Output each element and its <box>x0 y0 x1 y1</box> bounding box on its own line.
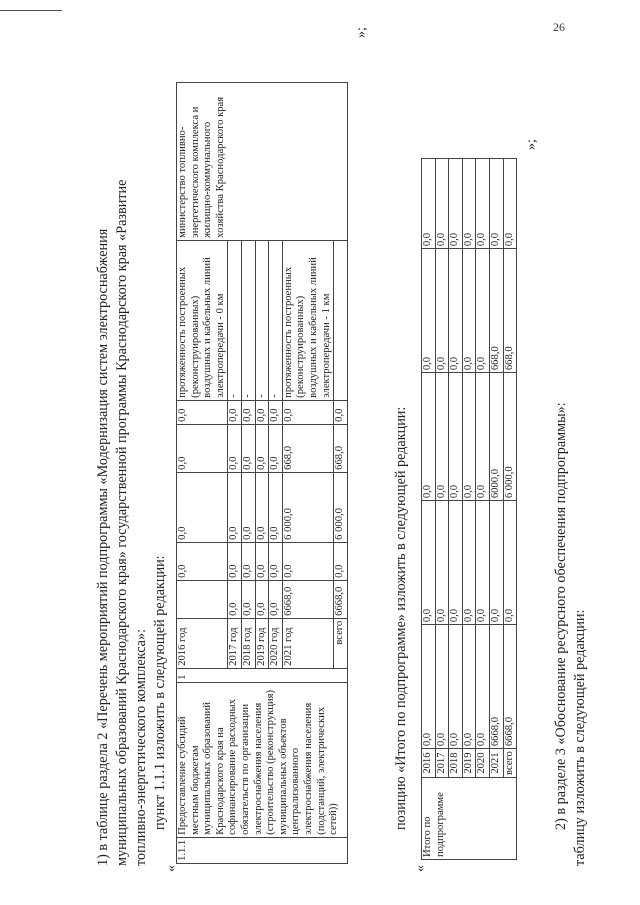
value-cell: 0,0 <box>462 501 476 625</box>
value-cell: 0,0 <box>269 424 283 472</box>
total-table <box>421 158 517 860</box>
total-paragraph-text: позицию «Итого по подпрограмме» изложить в следующей редакции: <box>393 406 409 830</box>
executor-cell: министерство топливно-энергетического комплекса и жилищно-коммунального хозяйства Краснодарского края <box>177 82 348 240</box>
value-cell: 0,0 <box>422 159 436 249</box>
value-cell: 0,0 <box>435 249 449 373</box>
year-cell: 2019 год <box>255 618 269 668</box>
value-cell: 0,0 <box>282 400 333 424</box>
table-row <box>462 159 476 860</box>
value-cell: 0,0 <box>449 501 463 625</box>
value-cell <box>177 580 228 618</box>
value-cell: 0,0 <box>241 400 255 424</box>
table-row <box>489 159 503 860</box>
value-cell: 0,0 <box>255 400 269 424</box>
value-cell: 0,0 <box>177 400 228 424</box>
page-number: 26 <box>553 20 565 34</box>
value-cell: 0,0 <box>269 472 283 542</box>
quote-open-2: « <box>413 865 428 872</box>
year-cell: всего <box>334 618 348 668</box>
value-cell: 0,0 <box>177 472 228 542</box>
value-cell: 0,0 <box>228 580 242 618</box>
intro-paragraph <box>94 26 170 866</box>
value-cell: 0,0 <box>476 159 490 249</box>
result-cell: - <box>241 240 255 400</box>
item-number: 1.1.1 <box>177 837 348 863</box>
value-cell: 0,0 <box>241 472 255 542</box>
value-cell: 0,0 <box>228 542 242 580</box>
value-cell: 668,0 <box>503 249 517 373</box>
value-cell: 0,0 <box>255 542 269 580</box>
value-cell: 0,0 <box>334 400 348 424</box>
table-row <box>449 159 463 860</box>
value-cell: 0,0 <box>449 373 463 501</box>
value-cell: 6000,0 <box>489 373 503 501</box>
intro-line-1: 1) в таблице раздела 2 «Перечень мероприятий подпрограммы «Модернизация систем электроснабжения <box>95 228 111 866</box>
value-cell: 0,0 <box>476 249 490 373</box>
value-cell: 0,0 <box>422 501 436 625</box>
value-cell: 0,0 <box>422 373 436 501</box>
year-cell: 2017 год <box>228 618 242 668</box>
item-name: Предоставление субсидий местным бюджетам муниципальных образований Краснодарского края на софинансирование расходных обязательств по организации электроснабжения населения (строительство (реконструкция) муниципальных объектов централизованного электроснабжения населения (подстанций, электрических сетей)) <box>177 682 348 837</box>
year-cell: всего <box>503 749 517 778</box>
result-cell <box>334 240 348 400</box>
value-cell: 0,0 <box>334 542 348 580</box>
year-cell: 2018 <box>449 749 463 778</box>
value-cell: 0,0 <box>476 501 490 625</box>
value-cell: 0,0 <box>476 373 490 501</box>
section3-line-2: таблицу изложить в следующей редакции: <box>572 609 588 866</box>
value-cell: 0,0 <box>462 625 476 749</box>
value-cell: 0,0 <box>269 580 283 618</box>
value-cell: 0,0 <box>449 159 463 249</box>
value-cell: 0,0 <box>503 501 517 625</box>
intro-line-3: топливно-энергетического комплекса»: <box>133 628 149 866</box>
quote-close-2: »; <box>524 139 539 150</box>
total-label: Итого по подпрограмме <box>422 778 517 860</box>
value-cell: 6668,0 <box>282 580 333 618</box>
year-cell: 2016 <box>422 749 436 778</box>
year-cell: 2020 <box>476 749 490 778</box>
value-cell: 0,0 <box>462 373 476 501</box>
value-cell: 0,0 <box>476 625 490 749</box>
result-cell: - <box>228 240 242 400</box>
result-cell: протяженность построенных (реконструированных) воздушных и кабельных линий электропередачи - 0 км <box>177 240 228 400</box>
table-row <box>503 159 517 860</box>
value-cell: 0,0 <box>422 249 436 373</box>
value-cell: 0,0 <box>255 424 269 472</box>
value-cell: 0,0 <box>228 472 242 542</box>
value-cell: 0,0 <box>462 159 476 249</box>
value-cell: 0,0 <box>177 542 228 580</box>
value-cell: 0,0 <box>489 159 503 249</box>
rotated-content <box>90 12 640 872</box>
intro-line-4: пункт 1.1.1 изложить в следующей редакции: <box>152 555 168 830</box>
year-cell: 2016 год <box>177 618 228 668</box>
total-paragraph <box>392 26 411 866</box>
header-rule <box>0 10 62 11</box>
value-cell: 6 000,0 <box>282 472 333 542</box>
value-cell: 6 000,0 <box>334 472 348 542</box>
value-cell: 668,0 <box>282 424 333 472</box>
value-cell: 0,0 <box>449 625 463 749</box>
measures-table <box>176 82 348 864</box>
year-cell: 2017 <box>435 749 449 778</box>
result-cell: - <box>255 240 269 400</box>
item-status: 1 <box>177 668 348 682</box>
year-cell: 2018 год <box>241 618 255 668</box>
year-cell: 2021 <box>489 749 503 778</box>
value-cell: 668,0 <box>489 249 503 373</box>
value-cell: 0,0 <box>422 625 436 749</box>
year-cell: 2020 год <box>269 618 283 668</box>
value-cell: 0,0 <box>489 501 503 625</box>
table-row <box>435 159 449 860</box>
section3-paragraph <box>552 26 590 866</box>
value-cell: 6668,0 <box>334 580 348 618</box>
value-cell: 0,0 <box>503 159 517 249</box>
value-cell: 0,0 <box>435 625 449 749</box>
value-cell: 6 000,0 <box>503 373 517 501</box>
value-cell: 0,0 <box>241 542 255 580</box>
table-row <box>422 159 436 860</box>
value-cell: 0,0 <box>255 472 269 542</box>
quote-close-1: »; <box>354 27 369 38</box>
value-cell: 0,0 <box>435 501 449 625</box>
value-cell: 668,0 <box>334 424 348 472</box>
value-cell: 6668,0 <box>503 625 517 749</box>
value-cell: 0,0 <box>449 249 463 373</box>
value-cell: 0,0 <box>255 580 269 618</box>
value-cell: 0,0 <box>228 424 242 472</box>
value-cell: 0,0 <box>269 400 283 424</box>
value-cell: 0,0 <box>269 542 283 580</box>
value-cell: 0,0 <box>241 580 255 618</box>
quote-open-1: « <box>164 865 179 872</box>
value-cell: 6668,0 <box>489 625 503 749</box>
result-cell: - <box>269 240 283 400</box>
year-cell: 2021 год <box>282 618 333 668</box>
value-cell: 0,0 <box>241 424 255 472</box>
result-cell: протяженность построенных (реконструированных) воздушных и кабельных линий электропередачи - 1 км <box>282 240 333 400</box>
value-cell: 0,0 <box>282 542 333 580</box>
value-cell: 0,0 <box>228 400 242 424</box>
table-row <box>476 159 490 860</box>
value-cell: 0,0 <box>177 424 228 472</box>
table-row <box>177 82 228 863</box>
section3-line-1: 2) в разделе 3 «Обоснование ресурсного обеспечения подпрограммы»: <box>553 402 569 830</box>
year-cell: 2019 <box>462 749 476 778</box>
value-cell: 0,0 <box>435 373 449 501</box>
intro-line-2: муниципальных образований Краснодарского края» государственной программы Краснодарского края «Развитие <box>114 179 130 866</box>
value-cell: 0,0 <box>462 249 476 373</box>
value-cell: 0,0 <box>435 159 449 249</box>
